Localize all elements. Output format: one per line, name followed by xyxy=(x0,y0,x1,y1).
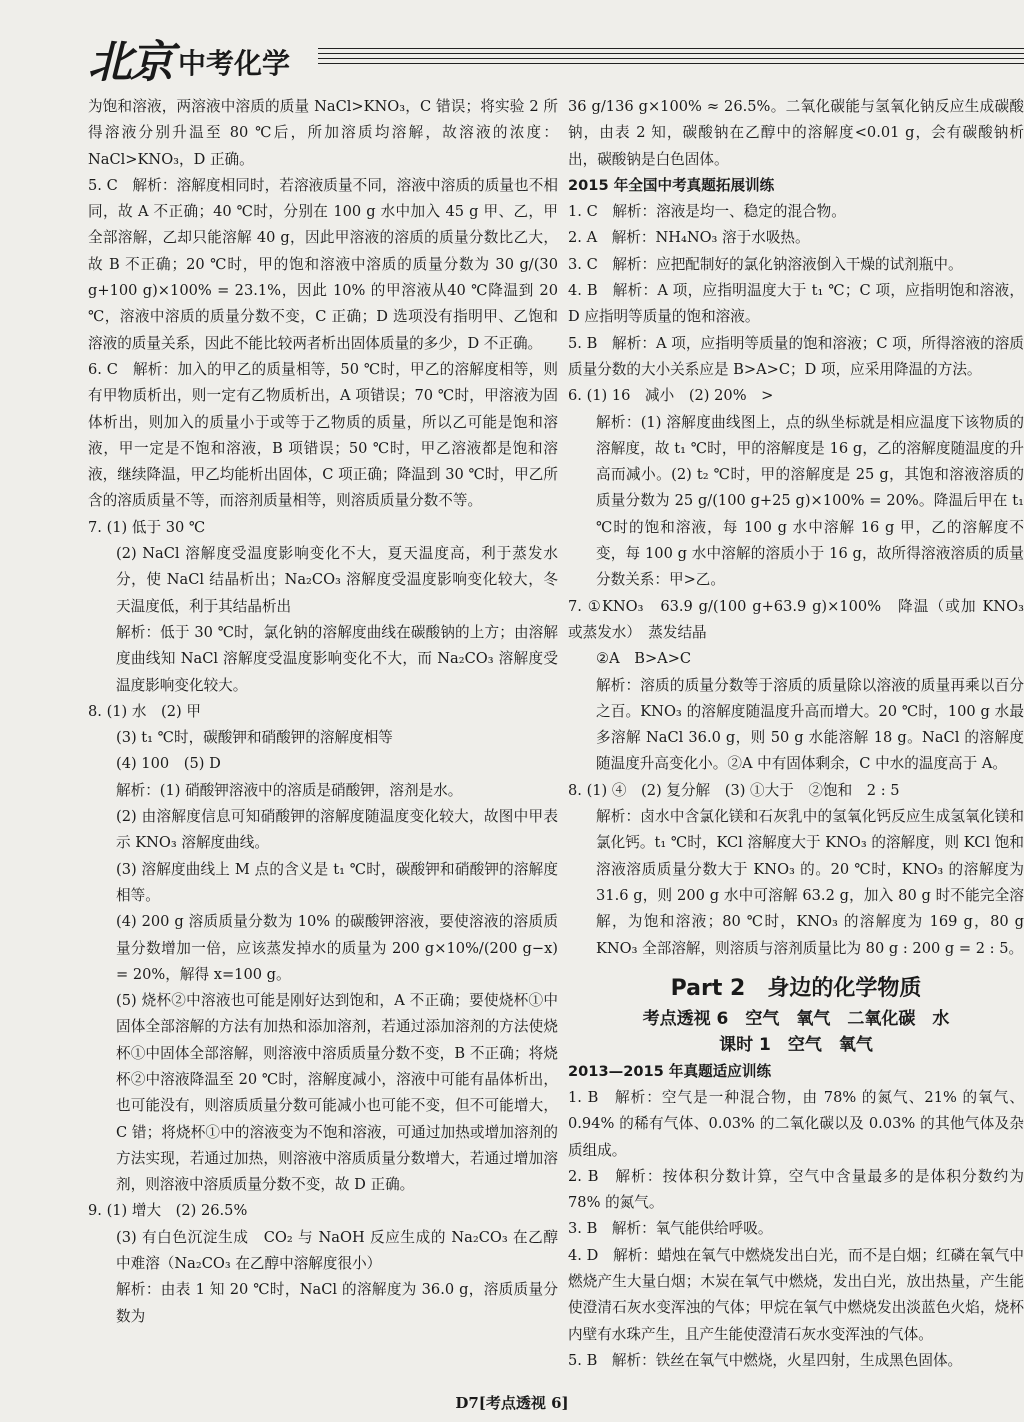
answer-item: 解析：溶质的质量分数等于溶质的质量除以溶液的质量再乘以百分之百。KNO₃ 的溶解度随温度升高而增大。20 ℃时，100 g 水最多溶解 NaCl 36.0 g，则 50 g 水能溶解 18 g。NaCl 的溶解度随温度升高变化小。②A 中有固体剩余，C 中水的温度高于 A。 xyxy=(596,676,1024,773)
answer-item: (4) 200 g 溶质质量分数为 10% 的碳酸钾溶液，要使溶液的溶质质量分数增加一倍，应该蒸发掉水的质量为 200 g×10%/(200 g−x) = 20%，解得 x=100 g。 xyxy=(116,913,563,983)
answer-item: 3. B 解析：氧气能供给呼吸。 xyxy=(568,1220,773,1238)
answer-item: ②A B>A>C xyxy=(596,650,692,668)
answer-item: 7. (1) 低于 30 ℃ xyxy=(88,518,206,536)
book-title: 中考化学 xyxy=(178,47,291,80)
part-title: Part 2 身边的化学物质 xyxy=(670,975,922,1001)
answer-item: 3. C 解析：应把配制好的氯化钠溶液倒入干燥的试剂瓶中。 xyxy=(568,255,963,273)
lesson-title: 课时 1 空气 氧气 xyxy=(719,1035,873,1056)
answer-item: 1. C 解析：溶液是均一、稳定的混合物。 xyxy=(568,203,846,221)
page-footer: D7[考点透视 6] xyxy=(455,1394,569,1412)
paragraph: 36 g/136 g×100% ≈ 26.5%。二氧化碳能与氢氧化钠反应生成碳酸钠，由表 2 知，碳酸钠在乙醇中的溶解度<0.01 g，会有碳酸钠析出，碳酸钠是白色固体。 xyxy=(568,98,1024,168)
section-title: 2015 年全国中考真题拓展训练 xyxy=(568,176,775,194)
answer-item: (2) NaCl 溶解度受温度影响变化不大，夏天温度高，利于蒸发水分，使 NaCl 结晶析出；Na₂CO₃ 溶解度受温度影响变化较大，冬天温度低，利于其结晶析出 xyxy=(116,545,558,615)
brand-logo: 北京 xyxy=(88,37,172,88)
answer-item: 解析：低于 30 ℃时，氯化钠的溶解度曲线在碳酸钠的上方；由溶解度曲线知 NaCl 溶解度受温度影响变化不大，而 Na₂CO₃ 溶解度受温度影响变化较大。 xyxy=(116,623,558,694)
answer-item: 2. A 解析：NH₄NO₃ 溶于水吸热。 xyxy=(568,229,810,247)
answer-item: 5. C 解析：溶解度相同时，若溶液质量不同，溶液中溶质的质量也不相同，故 A 不正确；40 ℃时，分别在 100 g 水中加入 45 g 甲、乙，甲全部溶解，乙却只能溶解 40 g，因此甲溶液的溶质的质量分数比乙大，故 B 不正确；20 ℃时，甲的饱和溶液中溶质的质量分数为 30 g/(30 g+100 g)×100% = 23.1%，因此 10% 的甲溶液从40 ℃降温到 20 ℃，溶液中溶质的质量分数不变，C 正确；D 选项没有指明甲、乙饱和溶液的质量关系，因此不能比较两者析出固体质量的多少，D 不正确。 xyxy=(88,176,563,352)
left-column xyxy=(88,94,563,1330)
page-header xyxy=(0,0,1024,90)
answer-item: 2. B 解析：按体积分数计算，空气中含量最多的是体积分数约为 78% 的氮气。 xyxy=(568,1167,1024,1212)
answer-item: 5. B 解析：A 项，应指明等质量的饱和溶液；C 项，所得溶液的溶质质量分数的大小关系应是 B>A>C；D 项，应采用降温的方法。 xyxy=(568,334,1024,378)
answer-item: 1. B 解析：空气是一种混合物，由 78% 的氮气、21% 的氧气、0.94% 的稀有气体、0.03% 的二氧化碳以及 0.03% 的其他气体及杂质组成。 xyxy=(568,1088,1024,1159)
header-rules xyxy=(318,48,1024,68)
answer-item: (4) 100 (5) D xyxy=(116,755,221,773)
answer-item: 解析：卤水中含氯化镁和石灰乳中的氢氧化钙反应生成氢氧化镁和氯化钙。t₁ ℃时，KCl 溶解度大于 KNO₃ 的溶解度，则 KCl 饱和溶液溶质质量分数大于 KNO₃ 的。20 ℃时，KNO₃ 的溶解度为 31.6 g，则 200 g 水中可溶解 63.2 g，加入 80 g 时不能完全溶解，为饱和溶液；80 ℃时，KNO₃ 的溶解度为 169 g，80 g KNO₃ 全部溶解，则溶质与溶剂质量比为 80 g : 200 g = 2 : 5。 xyxy=(596,808,1024,957)
right-column xyxy=(568,94,1024,1374)
answer-item: 8. (1) ④ (2) 复分解 (3) ①大于 ②饱和 2 : 5 xyxy=(568,781,900,799)
section-title: 2013—2015 年真题适应训练 xyxy=(568,1062,772,1080)
answer-item: 6. C 解析：加入的甲乙的质量相等，50 ℃时，甲乙的溶解度相等，则有甲物质析出，则一定有乙物质析出，A 项错误；70 ℃时，甲溶液为固体析出，则加入的质量小于或等于乙物质的质量，所以乙可能是饱和溶液，甲一定是不饱和溶液，B 项错误；50 ℃时，甲乙溶液都是饱和溶液，继续降温，甲乙均能析出固体，C 项正确；降温到 30 ℃时，甲乙所含的溶质质量不等，而溶剂质量相等，则溶质质量分数不等。 xyxy=(88,360,558,510)
answer-item: 4. D 解析：蜡烛在氧气中燃烧发出白光，而不是白烟；红磷在氧气中燃烧产生大量白烟；木炭在氧气中燃烧，发出白光，放出热量，产生能使澄清石灰水变浑浊的气体；甲烷在氧气中燃烧发出淡蓝色火焰，烧杯内壁有水珠产生，且产生能使澄清石灰水变浑浊的气体。 xyxy=(568,1246,1024,1343)
answer-item: 4. B 解析：A 项，应指明温度大于 t₁ ℃；C 项，应指明饱和溶液，D 应指明等质量的饱和溶液。 xyxy=(568,282,1024,326)
paragraph: 为饱和溶液，两溶液中溶质的质量 NaCl>KNO₃，C 错误；将实验 2 所得溶液分别升温至 80 ℃后，所加溶质均溶解，故溶液的浓度：NaCl>KNO₃，D 正确。 xyxy=(88,98,558,168)
answer-item: 7. ①KNO₃ 63.9 g/(100 g+63.9 g)×100% 降温（或加 KNO₃ 或蒸发水） 蒸发结晶 xyxy=(568,597,1024,641)
answer-item: 8. (1) 水 (2) 甲 xyxy=(88,702,201,720)
answer-item: (5) 烧杯②中溶液也可能是刚好达到饱和，A 不正确；要使烧杯①中固体全部溶解的方法有加热和添加溶剂，若通过添加溶剂的方法使烧杯①中固体全部溶解，则溶液中溶质质量分数不变，B 不正确；将烧杯②中溶液降温至 20 ℃时，溶解度减小，溶液中可能有晶体析出，也可能没有，则溶质质量分数可能减小也可能不变，但不可能增大，C 错；将烧杯①中的溶液变为不饱和溶液，可通过加热或增加溶剂的方法实现，若通过加热，则溶液中溶质质量分数增大，若通过增加溶剂，则溶液中溶质质量分数不变，故 D 正确。 xyxy=(116,992,558,1194)
answer-item: 9. (1) 增大 (2) 26.5% xyxy=(88,1202,248,1220)
answer-item: 解析：(1) 溶解度曲线图上，点的纵坐标就是相应温度下该物质的溶解度，故 t₁ ℃时，甲的溶解度是 16 g，乙的溶解度随温度的升高而减小。(2) t₂ ℃时，甲的溶解度是 25 g，其饱和溶液溶质的质量分数为 25 g/(100 g+25 g)×100% = 20%。降温后甲在 t₁ ℃时的饱和溶液，每 100 g 水中溶解 16 g 甲，乙的溶解度不变，每 100 g 水中溶解的溶质小于 16 g，故所得溶液溶质的质量分数关系：甲>乙。 xyxy=(596,413,1024,589)
unit-title: 考点透视 6 空气 氧气 二氧化碳 水 xyxy=(642,1009,950,1030)
answer-item: 解析：由表 1 知 20 ℃时，NaCl 的溶解度为 36.0 g，溶质质量分数为 xyxy=(116,1281,558,1325)
answer-item: (3) 溶解度曲线上 M 点的含义是 t₁ ℃时，碳酸钾和硝酸钾的溶解度相等。 xyxy=(116,860,558,904)
answer-item: 5. B 解析：铁丝在氧气中燃烧，火星四射，生成黑色固体。 xyxy=(568,1351,963,1369)
answer-item: (2) 由溶解度信息可知硝酸钾的溶解度随温度变化较大，故图中甲表示 KNO₃ 溶解度曲线。 xyxy=(116,808,558,852)
answer-item: (3) 有白色沉淀生成 CO₂ 与 NaOH 反应生成的 Na₂CO₃ 在乙醇中难溶（Na₂CO₃ 在乙醇中溶解度很小） xyxy=(116,1228,558,1273)
answer-item: 6. (1) 16 减小 (2) 20% > xyxy=(568,387,774,405)
answer-item: 解析：(1) 硝酸钾溶液中的溶质是硝酸钾，溶剂是水。 xyxy=(116,781,463,799)
answer-item: (3) t₁ ℃时，碳酸钾和硝酸钾的溶解度相等 xyxy=(116,729,393,747)
